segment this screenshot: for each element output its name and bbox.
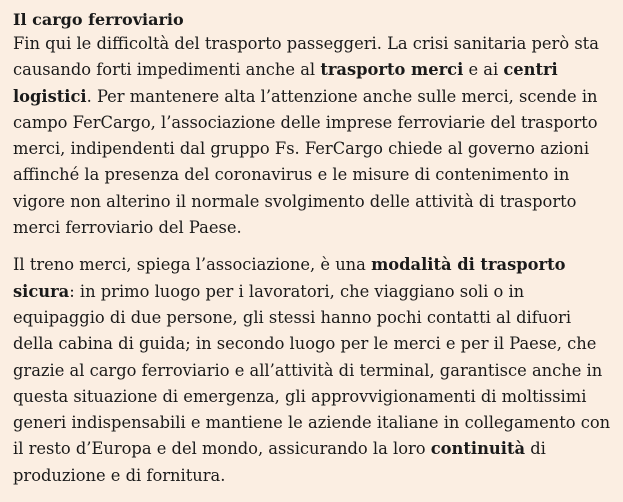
paragraph-freight-difficulties	[13, 31, 613, 241]
emphasis-freight-transport: trasporto merci	[320, 60, 464, 80]
text-segment: . Per mantenere alta l’attenzione anche sulle merci, scende in campo FerCargo, l’associazione delle imprese ferroviarie del trasporto merci, indipendenti dal gruppo Fs. FerCargo chiede al governo azioni affinché la presenza del coronavirus e le misure di contenimento in vigore non alterino il normale svolgimento delle attività di trasporto merci ferroviario del Paese.	[13, 86, 598, 238]
paragraph-safe-transport	[13, 252, 613, 489]
emphasis-logistics-centers: centri logistici	[13, 60, 558, 106]
emphasis-safe-mode: modalità di trasporto sicura	[13, 255, 566, 301]
text-segment: di produzione e di fornitura.	[13, 439, 546, 485]
section-heading: Il cargo ferroviario	[13, 10, 184, 29]
text-segment: Fin qui le difficoltà del trasporto passeggeri. La crisi sanitaria però sta causando forti impedimenti anche al	[13, 34, 599, 80]
text-segment: e ai	[463, 60, 504, 80]
text-segment: : in primo luogo per i lavoratori, che viaggiano soli o in equipaggio di due persone, gli stessi hanno pochi contatti al difuori della cabina di guida; in secondo luogo per le merci e per il Paese, che grazie al cargo ferroviario e all’attività di terminal, garantisce anche in questa situazione di emergenza, gli approvvigionamenti di moltissimi generi indispensabili e mantiene le aziende italiane in collegamento con il resto d’Europa e del mondo, assicurando la loro	[13, 281, 611, 459]
emphasis-continuity: continuità	[430, 439, 526, 459]
text-segment: Il treno merci, spiega l’associazione, è una	[13, 255, 372, 275]
